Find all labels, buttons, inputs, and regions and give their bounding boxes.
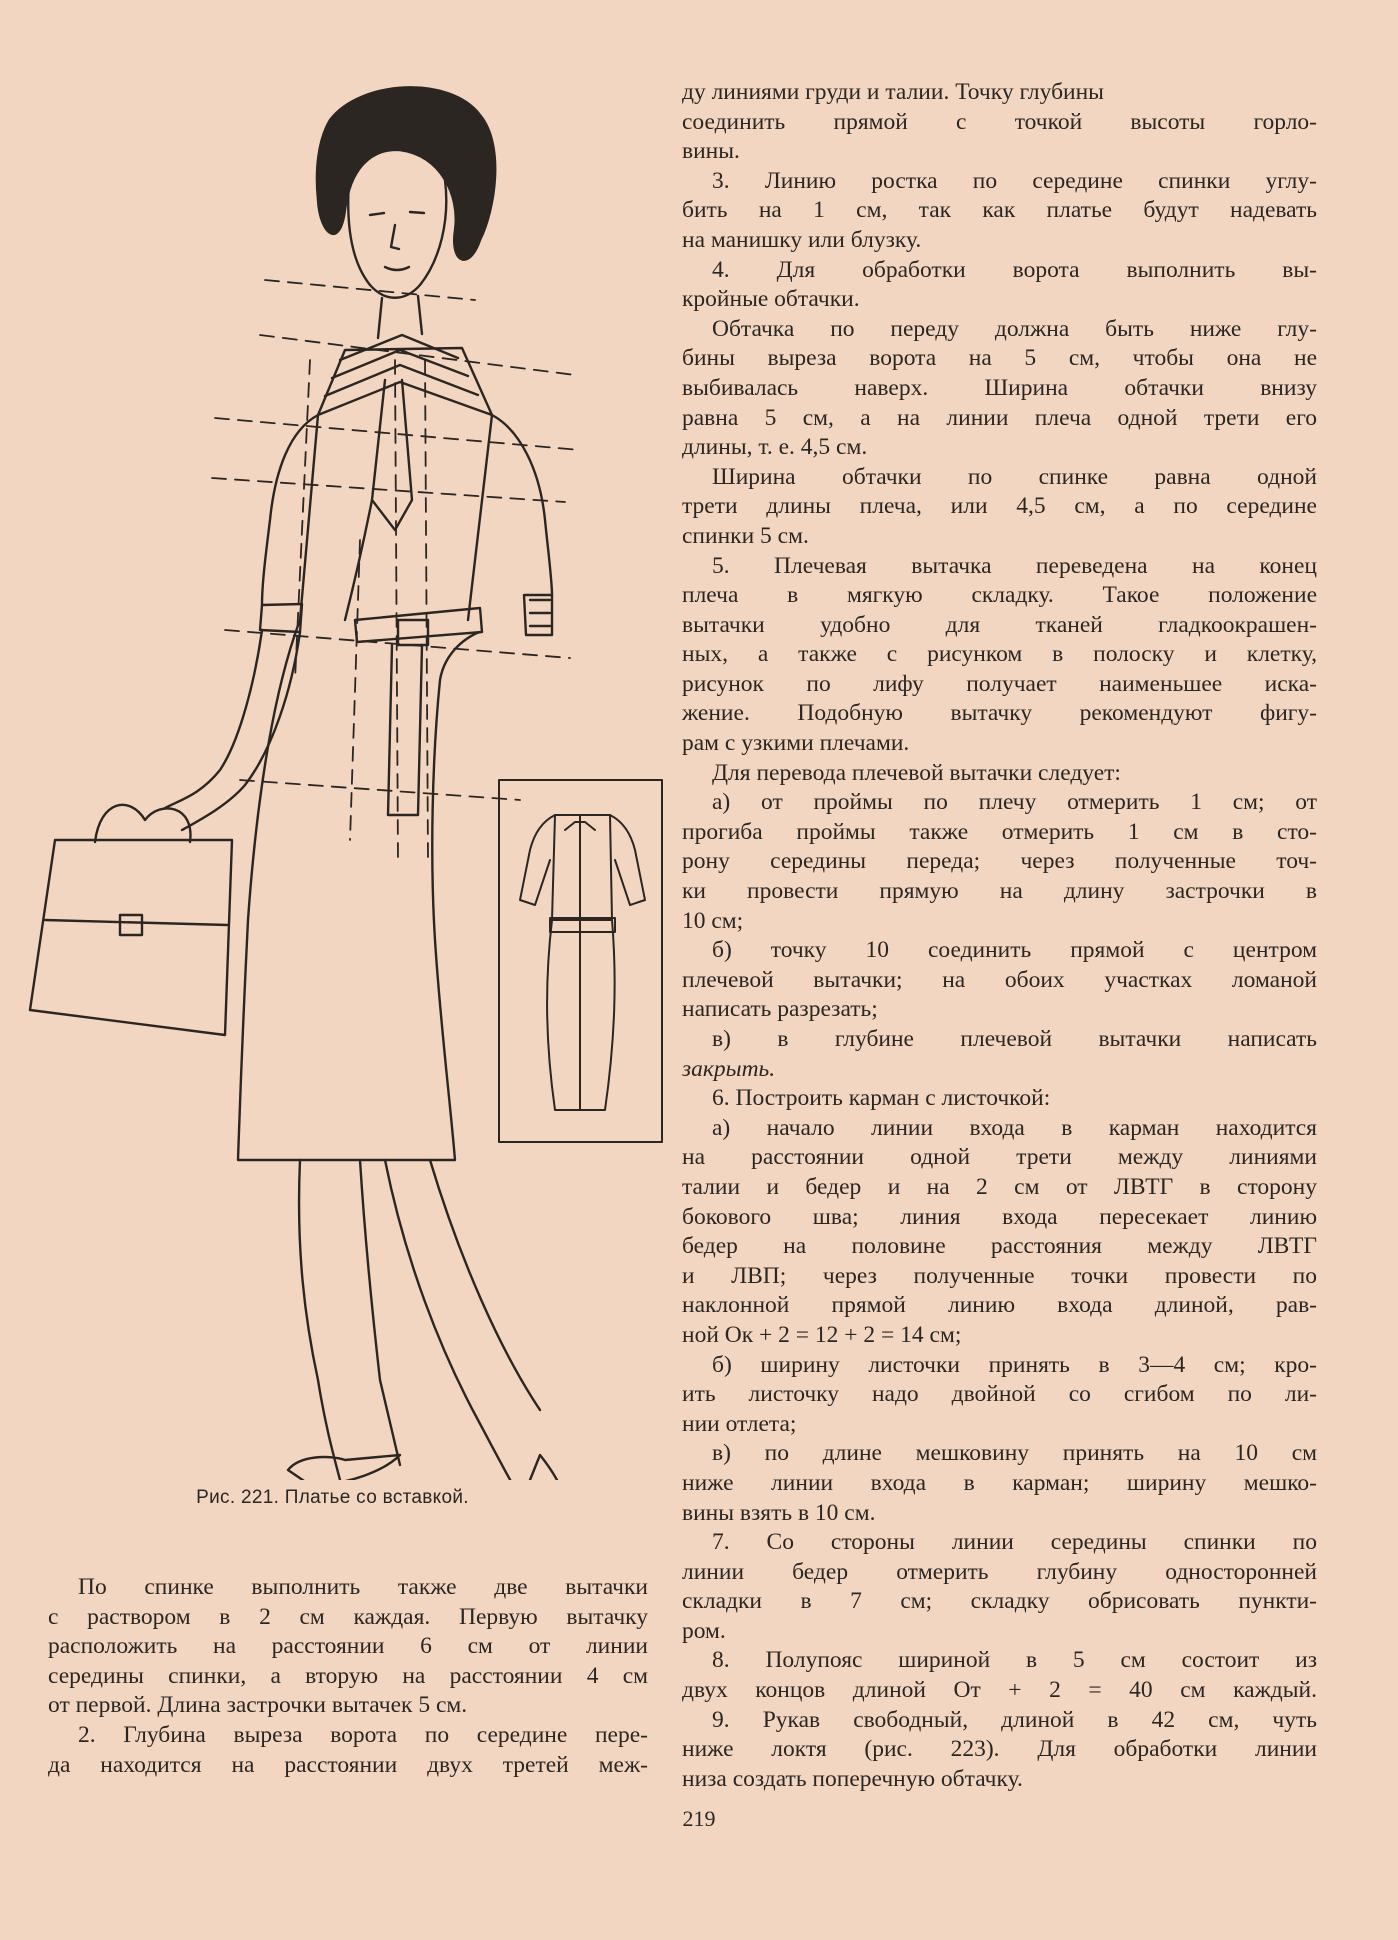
- text-line: середины спинки, а вторую на расстоянии 4 см: [48, 1662, 648, 1689]
- text-line: Ширина обтачки по спинке равна одной: [712, 463, 1317, 490]
- text-line: двух концов длиной От + 2 = 40 см каждый.: [682, 1677, 1317, 1704]
- text-line: а) начало линии входа в карман находится: [712, 1114, 1317, 1141]
- text-line: расположить на расстоянии 6 см от линии: [48, 1633, 648, 1660]
- text-line: бить на 1 см, так как платье будут надевать: [682, 197, 1317, 224]
- text-line: 6. Построить карман с листочкой:: [712, 1085, 1051, 1112]
- left-text-column: [48, 1573, 648, 1780]
- text-line: 5. Плечевая вытачка переведена на конец: [712, 552, 1317, 579]
- text-line: ниже линии входа в карман; ширину мешко-: [682, 1469, 1317, 1496]
- text-line: бедер на половине расстояния между ЛВТГ: [682, 1233, 1317, 1260]
- text-line: плечевой вытачки; на обоих участках ломаной: [682, 966, 1317, 993]
- text-line: вины взять в 10 см.: [682, 1499, 876, 1526]
- text-line: ниже локтя (рис. 223). Для обработки линии: [682, 1736, 1317, 1763]
- text-line: в) в глубине плечевой вытачки написать: [712, 1026, 1317, 1052]
- text-line: низа создать поперечную обтачку.: [682, 1765, 1023, 1792]
- right-text-column: [682, 78, 1317, 1794]
- text-line: жение. Подобную вытачку рекомендуют фигу-: [682, 700, 1317, 727]
- text-line: ной Ок + 2 = 12 + 2 = 14 см;: [682, 1321, 962, 1348]
- text-line: в) по длине мешковину принять на 10 см: [712, 1440, 1317, 1467]
- back-view-inset: [499, 780, 662, 1142]
- page-number: 219: [682, 1806, 716, 1831]
- text-line: соединить прямой с точкой высоты горло-: [682, 108, 1317, 135]
- text-line: наклонной прямой линию входа длиной, рав-: [682, 1292, 1317, 1319]
- skirt-drawing: [238, 620, 480, 1160]
- text-line: По спинке выполнить также две вытачки: [78, 1574, 648, 1600]
- text-line: 10 см;: [682, 907, 744, 934]
- text-line: длины, т. е. 4,5 см.: [682, 434, 868, 461]
- text-line: 4. Для обработки ворота выполнить вы-: [712, 256, 1317, 283]
- text-line: Для перевода плечевой вытачки следует:: [712, 759, 1121, 786]
- text-line: 7. Со стороны линии середины спинки по: [712, 1529, 1317, 1556]
- text-line: 2. Глубина выреза ворота по середине пере-: [78, 1721, 648, 1748]
- text-line: с раствором в 2 см каждая. Первую вытачку: [48, 1603, 648, 1630]
- text-line: б) ширину листочки принять в 3—4 см; кро-: [712, 1351, 1317, 1378]
- text-line: рону середины переда; через полученные точ-: [682, 848, 1317, 875]
- text-line: ить листочку надо двойной со сгибом по ли-: [682, 1381, 1317, 1408]
- face-outline: [348, 170, 446, 298]
- text-line: нии отлета;: [682, 1410, 797, 1437]
- text-line: вины.: [682, 138, 740, 165]
- handbag-drawing: [30, 840, 232, 1035]
- text-line: рам с узкими плечами.: [682, 730, 910, 757]
- text-line: трети длины плеча, или 4,5 см, а по середине: [682, 493, 1317, 520]
- text-line: б) точку 10 соединить прямой с центром: [712, 937, 1317, 964]
- text-line: а) от проймы по плечу отмерить 1 см; от: [712, 789, 1317, 816]
- hair-drawing: [317, 87, 495, 259]
- belt-drawing: [355, 608, 482, 642]
- text-line: Обтачка по переду должна быть ниже глу-: [712, 315, 1317, 342]
- text-line: от первой. Длина застрочки вытачек 5 см.: [48, 1692, 468, 1719]
- dress-illustration: [0, 60, 665, 1480]
- text-line: бокового шва; линия входа пересекает линию: [682, 1203, 1317, 1230]
- text-line: вытачки удобно для тканей гладкоокрашен-: [682, 611, 1317, 638]
- text-line: на манишку или блузку.: [682, 226, 922, 253]
- text-line: прогиба проймы также отмерить 1 см в сто-: [682, 818, 1317, 845]
- text-line: и ЛВП; через полученные точки провести по: [682, 1262, 1317, 1289]
- text-line: 8. Полупояс шириной в 5 см состоит из: [712, 1647, 1317, 1674]
- text-line: на расстоянии одной трети между линиями: [682, 1144, 1317, 1171]
- text-line: плеча в мягкую складку. Такое положение: [682, 582, 1317, 609]
- text-line: рисунок по лифу получает наименьшее иска-: [682, 670, 1317, 697]
- text-line: да находится на расстоянии двух третей меж-: [48, 1751, 648, 1778]
- text-line: талии и бедер и на 2 см от ЛВТГ в сторону: [682, 1173, 1317, 1200]
- text-line: ром.: [682, 1617, 726, 1644]
- text-line: ки провести прямую на длину застрочки в: [682, 878, 1317, 905]
- text-line: складки в 7 см; складку обрисовать пункти-: [682, 1588, 1317, 1615]
- text-line: линии бедер отмерить глубину односторонней: [682, 1558, 1317, 1585]
- text-line: 3. Линию ростка по середине спинки углу-: [712, 167, 1317, 194]
- text-line: написать разрезать;: [682, 996, 878, 1023]
- text-line: ду линиями груди и талии. Точку глубины: [682, 79, 1104, 105]
- figure-caption: Рис. 221. Платье со вставкой.: [196, 1487, 469, 1508]
- text-line: равна 5 см, а на линии плеча одной трети его: [682, 404, 1317, 431]
- text-line: спинки 5 см.: [682, 522, 809, 549]
- text-line: 9. Рукав свободный, длиной в 42 см, чуть: [712, 1706, 1317, 1733]
- text-line: закрыть.: [682, 1055, 776, 1082]
- text-line: бины выреза ворота на 5 см, чтобы она не: [682, 345, 1317, 372]
- text-line: ных, а также с рисунком в полоску и клетку,: [682, 641, 1317, 668]
- text-line: выбивалась наверх. Ширина обтачки внизу: [682, 374, 1317, 401]
- text-line: кройные обтачки.: [682, 286, 860, 313]
